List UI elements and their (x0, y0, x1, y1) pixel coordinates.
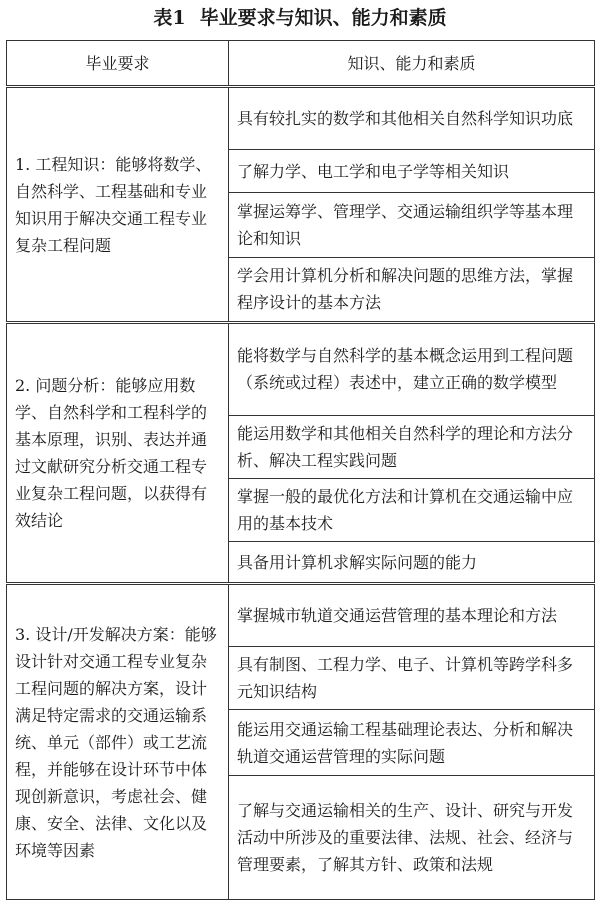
header-knowledge: 知识、能力和素质 (229, 41, 595, 87)
requirement-cell-2: 2. 问题分析：能够应用数学、自然科学和工程科学的基本原理，识别、表达并通过文献研究分析交通工程专业复杂工程问题，以获得有效结论 (7, 323, 229, 584)
table-header-row (7, 41, 595, 87)
item-cell: 了解力学、电工学和电子学等相关知识 (229, 150, 595, 192)
item-cell: 掌握运筹学、管理学、交通运输组织学等基本理论和知识 (229, 192, 595, 257)
requirements-table (6, 40, 595, 900)
header-requirement: 毕业要求 (7, 41, 229, 87)
item-cell: 能运用数学和其他相关自然科学的理论和方法分析、解决工程实践问题 (229, 415, 595, 478)
requirement-cell-1: 1. 工程知识：能够将数学、自然科学、工程基础和专业知识用于解决交通工程专业复杂工程问题 (7, 87, 229, 323)
item-cell: 掌握一般的最优化方法和计算机在交通运输中应用的基本技术 (229, 478, 595, 541)
item-cell: 了解与交通运输相关的生产、设计、研究与开发活动中所涉及的重要法律、法规、社会、经济与管理要素，了解其方针、政策和法规 (229, 775, 595, 899)
item-cell: 具备用计算机求解实际问题的能力 (229, 542, 595, 584)
item-cell: 具有制图、工程力学、电子、计算机等跨学科多元知识结构 (229, 647, 595, 710)
table-row (7, 87, 595, 150)
requirement-cell-3: 3. 设计/开发解决方案：能够设计针对交通工程专业复杂工程问题的解决方案，设计满足特定需求的交通运输系统、单元（部件）或工艺流程，并能够在设计环节中体现创新意识，考虑社会、健康、安全、法律、文化以及环境等因素 (7, 584, 229, 900)
item-cell: 能将数学与自然科学的基本概念运用到工程问题（系统或过程）表述中，建立正确的数学模型 (229, 323, 595, 416)
table-row (7, 584, 595, 647)
item-cell: 能运用交通运输工程基础理论表达、分析和解决轨道交通运营管理的实际问题 (229, 710, 595, 775)
item-cell: 学会用计算机分析和解决问题的思维方法，掌握程序设计的基本方法 (229, 257, 595, 322)
item-cell: 具有较扎实的数学和其他相关自然科学知识功底 (229, 87, 595, 150)
item-cell: 掌握城市轨道交通运营管理的基本理论和方法 (229, 584, 595, 647)
table-row (7, 323, 595, 416)
caption-title: 毕业要求与知识、能力和素质 (199, 7, 447, 29)
caption-number: 表1 (153, 7, 186, 29)
table-caption (0, 0, 600, 36)
